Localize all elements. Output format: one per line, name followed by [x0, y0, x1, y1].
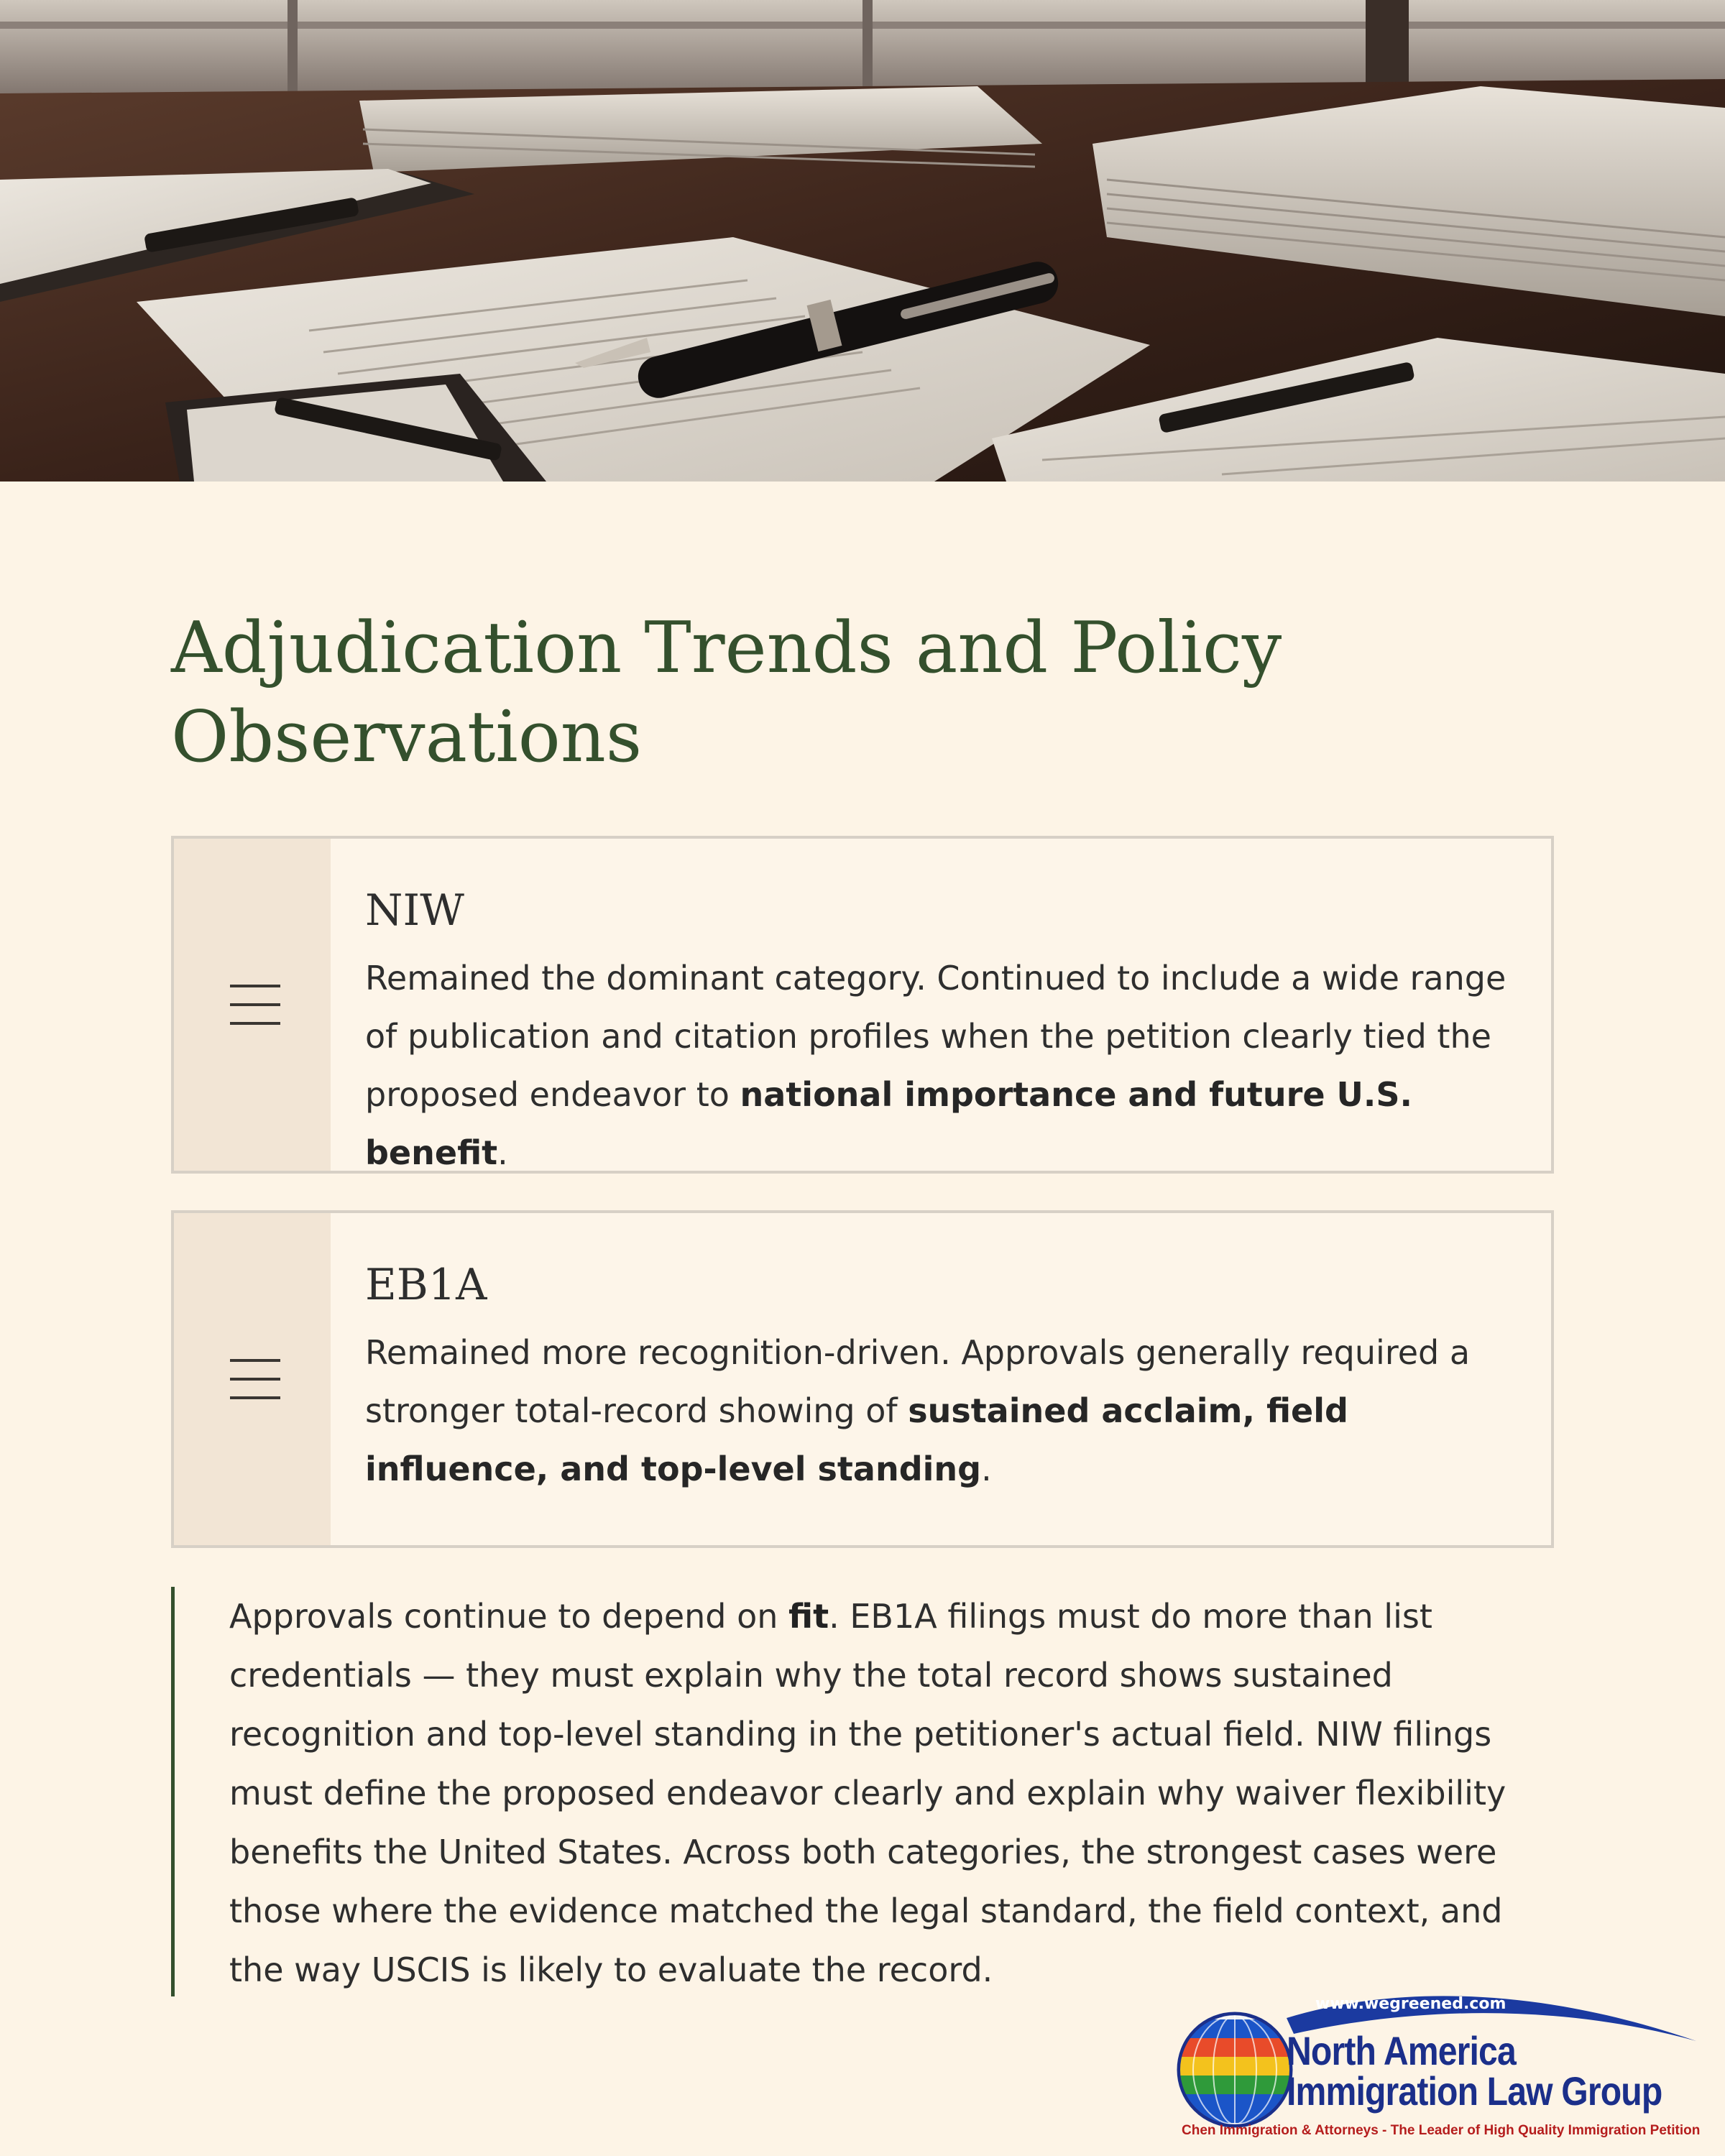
- card-heading-eb1a: EB1A: [365, 1260, 487, 1310]
- card-text-plain: Remained the dominant category. Continued to include a wide range of publication and citation profiles when the petition clearly tied the proposed endeavor to: [365, 959, 1506, 1114]
- niw-card: [171, 836, 1554, 1174]
- firm-logo[interactable]: [1164, 1991, 1711, 2149]
- card-text-bold: national importance and future U.S. benefit: [365, 1075, 1412, 1172]
- menu-lines-icon: [230, 1359, 280, 1399]
- eb1a-card: [171, 1210, 1554, 1548]
- card-side-panel: [174, 1213, 331, 1545]
- quote-rest: . EB1A filings must do more than list credentials — they must explain why the total record shows sustained recognition and top-level standing in the petitioner's actual field. NIW filings must define the proposed endeavor clearly and explain why waiver flexibility benefits the United States. Across both categories, the strongest cases were those where the evidence matched the legal standard, the field context, and the way USCIS is likely to evaluate the record.: [229, 1597, 1506, 1989]
- card-body: [365, 1256, 1515, 1498]
- menu-lines-icon: [230, 985, 280, 1025]
- logo-tagline: Chen Immigration & Attorneys - The Leader of High Quality Immigration Petition: [1182, 2123, 1701, 2138]
- hero-image: [0, 0, 1725, 482]
- logo-name-line2: Immigration Law Group: [1287, 2068, 1662, 2114]
- quote-bold: fit: [788, 1597, 829, 1636]
- card-text-end: .: [497, 1133, 508, 1172]
- card-body: [365, 882, 1515, 1182]
- card-text-eb1a: [365, 1324, 1515, 1498]
- card-side-panel: [174, 839, 331, 1171]
- card-text-bold: sustained acclaim, field influence, and top-level standing: [365, 1391, 1348, 1488]
- desk-papers-illustration: [0, 0, 1725, 482]
- card-text-niw: [365, 949, 1515, 1182]
- logo-name-line1: North America: [1287, 2028, 1516, 2073]
- card-text-end: .: [981, 1450, 992, 1488]
- card-heading-niw: NIW: [365, 885, 464, 936]
- logo-url[interactable]: www.wegreened.com: [1315, 1995, 1506, 2013]
- page-title: Adjudication Trends and Policy Observations: [171, 607, 1282, 778]
- card-text-plain: Remained more recognition-driven. Approvals generally required a stronger total-record showing of: [365, 1333, 1471, 1430]
- quote-text: [229, 1587, 1537, 1999]
- summary-quote: [171, 1587, 1537, 1996]
- quote-lead: Approvals continue to depend on: [229, 1597, 789, 1636]
